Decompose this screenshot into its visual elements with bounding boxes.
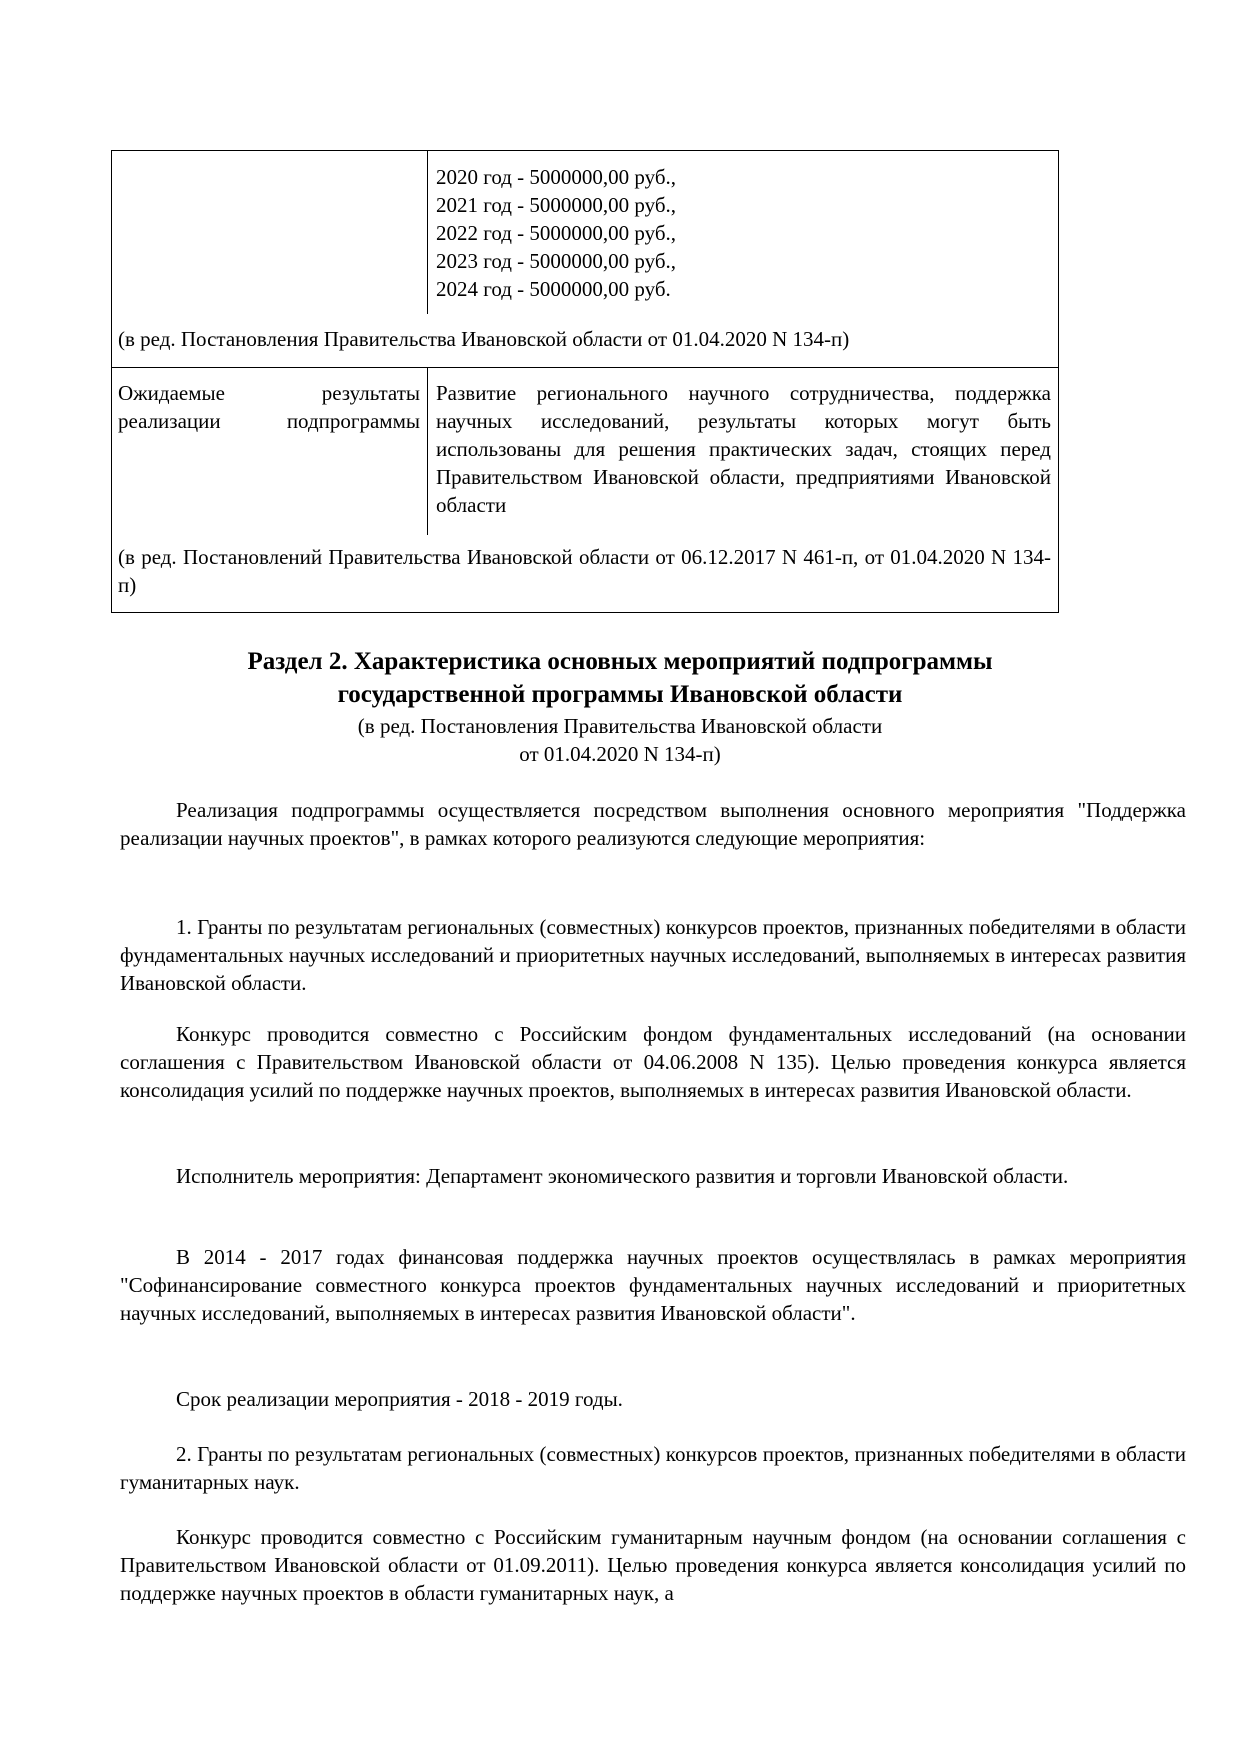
funding-line: 2023 год - 5000000,00 руб., [436,249,677,273]
expected-results-value: Развитие регионального научного сотрудничества, поддержка научных исследований, результаты которых могут быть использованы для решения практических задач, стоящих перед Правительством Ивановской области, предприятиями Ивановской области [436,381,1051,517]
paragraph: В 2014 - 2017 годах финансовая поддержка научных проектов осуществлялась в рамках мероприятия "Софинансирование совместного конкурса проектов фундаментальных научных исследований и приоритетных научных исследований, выполняемых в интересах развития Ивановской области". [120,1245,1186,1325]
section-title: государственной программы Ивановской области [337,681,903,708]
funding-by-year [436,163,676,303]
amendment-note: (в ред. Постановления Правительства Ивановской области от 01.04.2020 N 134-п) [118,327,850,351]
funding-line: 2024 год - 5000000,00 руб. [436,277,671,301]
paragraph: Реализация подпрограммы осуществляется посредством выполнения основного мероприятия "Поддержка реализации научных проектов", в рамках которого реализуются следующие мероприятия: [120,798,1186,850]
section-title: Раздел 2. Характеристика основных мероприятий подпрограммы [247,648,993,675]
paragraph: 1. Гранты по результатам региональных (совместных) конкурсов проектов, признанных победителями в области фундаментальных научных исследований и приоритетных научных исследований, выполняемых в интересах развития Ивановской области. [120,915,1186,995]
paragraph: Исполнитель мероприятия: Департамент экономического развития и торговли Ивановской области. [176,1164,1069,1188]
paragraph: Срок реализации мероприятия - 2018 - 2019 годы. [176,1387,623,1411]
paragraph: Конкурс проводится совместно с Российским фондом фундаментальных исследований (на основании соглашения с Правительством Ивановской области от 04.06.2008 N 135). Целью проведения конкурса является консолидация усилий по поддержке научных проектов, выполняемых в интересах развития Ивановской области. [120,1022,1186,1102]
column-divider [427,367,428,535]
expected-results-label: Ожидаемые результаты реализации подпрограммы [118,381,420,433]
funding-line: 2020 год - 5000000,00 руб., [436,165,677,189]
section-amendment-note: (в ред. Постановления Правительства Ивановской области [357,714,883,738]
row-divider [112,367,1058,368]
section-amendment-note: от 01.04.2020 N 134-п) [519,742,721,766]
funding-line: 2022 год - 5000000,00 руб., [436,221,677,245]
column-divider [427,151,428,314]
paragraph: Конкурс проводится совместно с Российским гуманитарным научным фондом (на основании соглашения с Правительством Ивановской области от 01.09.2011). Целью проведения конкурса является консолидация усилий по поддержке научных проектов в области гуманитарных наук, а [120,1525,1186,1605]
funding-line: 2021 год - 5000000,00 руб., [436,193,677,217]
amendment-note: (в ред. Постановлений Правительства Ивановской области от 06.12.2017 N 461-п, от 01.04.2020 N 134-п) [118,545,1051,597]
program-passport-table [111,150,1059,613]
paragraph: 2. Гранты по результатам региональных (совместных) конкурсов проектов, признанных победителями в области гуманитарных наук. [120,1442,1186,1494]
